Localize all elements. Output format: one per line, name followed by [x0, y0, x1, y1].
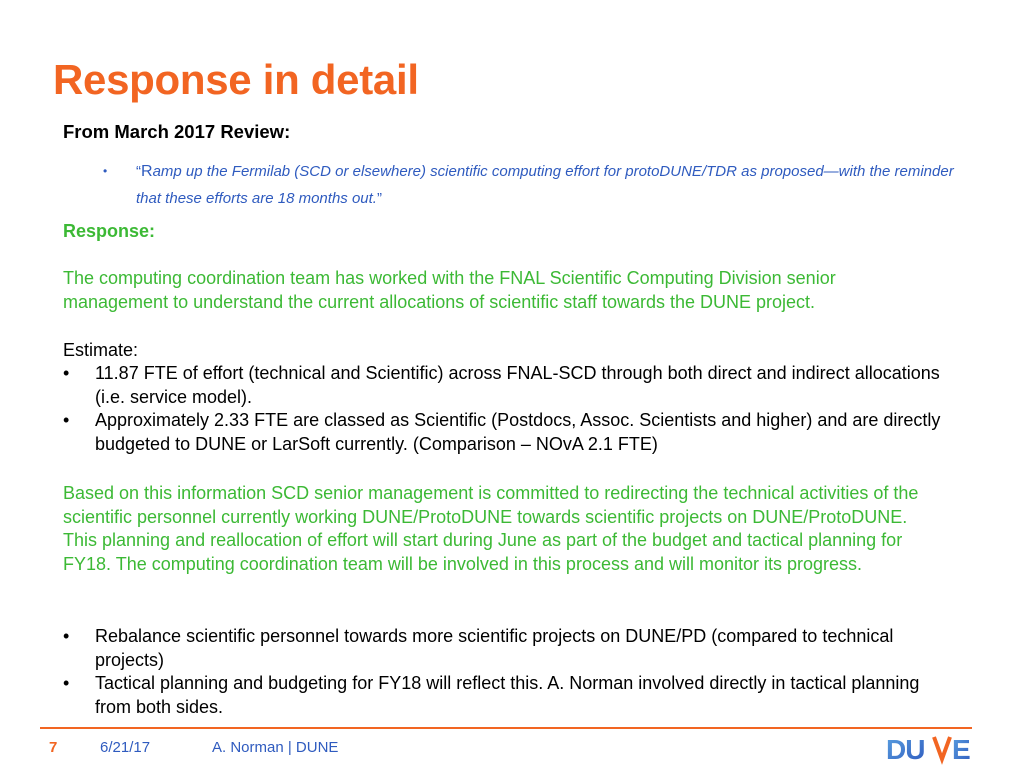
svg-text:E: E: [952, 734, 971, 765]
page-number: 7: [49, 739, 58, 756]
estimate-label: Estimate:: [63, 340, 139, 360]
action-list: [63, 625, 943, 719]
list-item: [63, 409, 943, 456]
bullet-dot: •: [63, 626, 70, 646]
response-paragraph-2: Based on this information SCD senior management is committed to redirecting the technical activities of the scientific personnel currently working DUNE/ProtoDUNE towards scientific projects on DUNE/ProtoDUNE. This planning and reallocation of effort will start during June as part of the budget and tactical planning for FY18. The computing coordination team will be involved in this process and will monitor its progress.: [63, 483, 919, 574]
close-quote: ”: [376, 190, 382, 207]
estimate-bullet-1: 11.87 FTE of effort (technical and Scientific) across FNAL-SCD through both direct and indirect allocations (i.e. service model).: [95, 363, 940, 407]
list-item: [63, 672, 943, 719]
review-quote: [103, 158, 963, 212]
estimate-bullet-2: Approximately 2.33 FTE are classed as Scientific (Postdocs, Assoc. Scientists and higher) and are directly budgeted to DUNE or LarSoft currently. (Comparison – NOvA 2.1 FTE): [95, 410, 941, 454]
svg-text:DU: DU: [886, 734, 925, 765]
estimate-list: [63, 362, 943, 456]
quote-bullet: •: [103, 164, 108, 178]
footer-author: A. Norman | DUNE: [212, 739, 339, 756]
list-item: [63, 362, 943, 409]
quote-text-block: [136, 158, 963, 212]
quote-text: amp up the Fermilab (SCD or elsewhere) scientific computing effort for protoDUNE/TDR as proposed—with the reminder that these efforts are 18 months out.: [136, 163, 954, 207]
action-bullet-2: Tactical planning and budgeting for FY18 will reflect this. A. Norman involved directly in tactical planning from both sides.: [95, 673, 920, 717]
bullet-dot: •: [63, 410, 70, 430]
footer-divider: [40, 727, 972, 729]
review-subtitle: From March 2017 Review:: [63, 121, 291, 142]
bullet-dot: •: [63, 363, 70, 383]
list-item: [63, 625, 943, 672]
response-label: Response:: [63, 221, 156, 241]
response-paragraph-1: The computing coordination team has worked with the FNAL Scientific Computing Division senior management to understand the current allocations of scientific staff towards the DUNE project.: [63, 268, 836, 312]
bullet-dot: •: [63, 673, 70, 693]
dune-logo: [884, 731, 976, 765]
footer-date: 6/21/17: [100, 739, 151, 756]
slide-title: Response in detail: [53, 56, 419, 103]
quote-first-letter: R: [141, 163, 153, 180]
action-bullet-1: Rebalance scientific personnel towards more scientific projects on DUNE/PD (compared to technical projects): [95, 626, 894, 670]
open-quote: “: [136, 163, 141, 180]
